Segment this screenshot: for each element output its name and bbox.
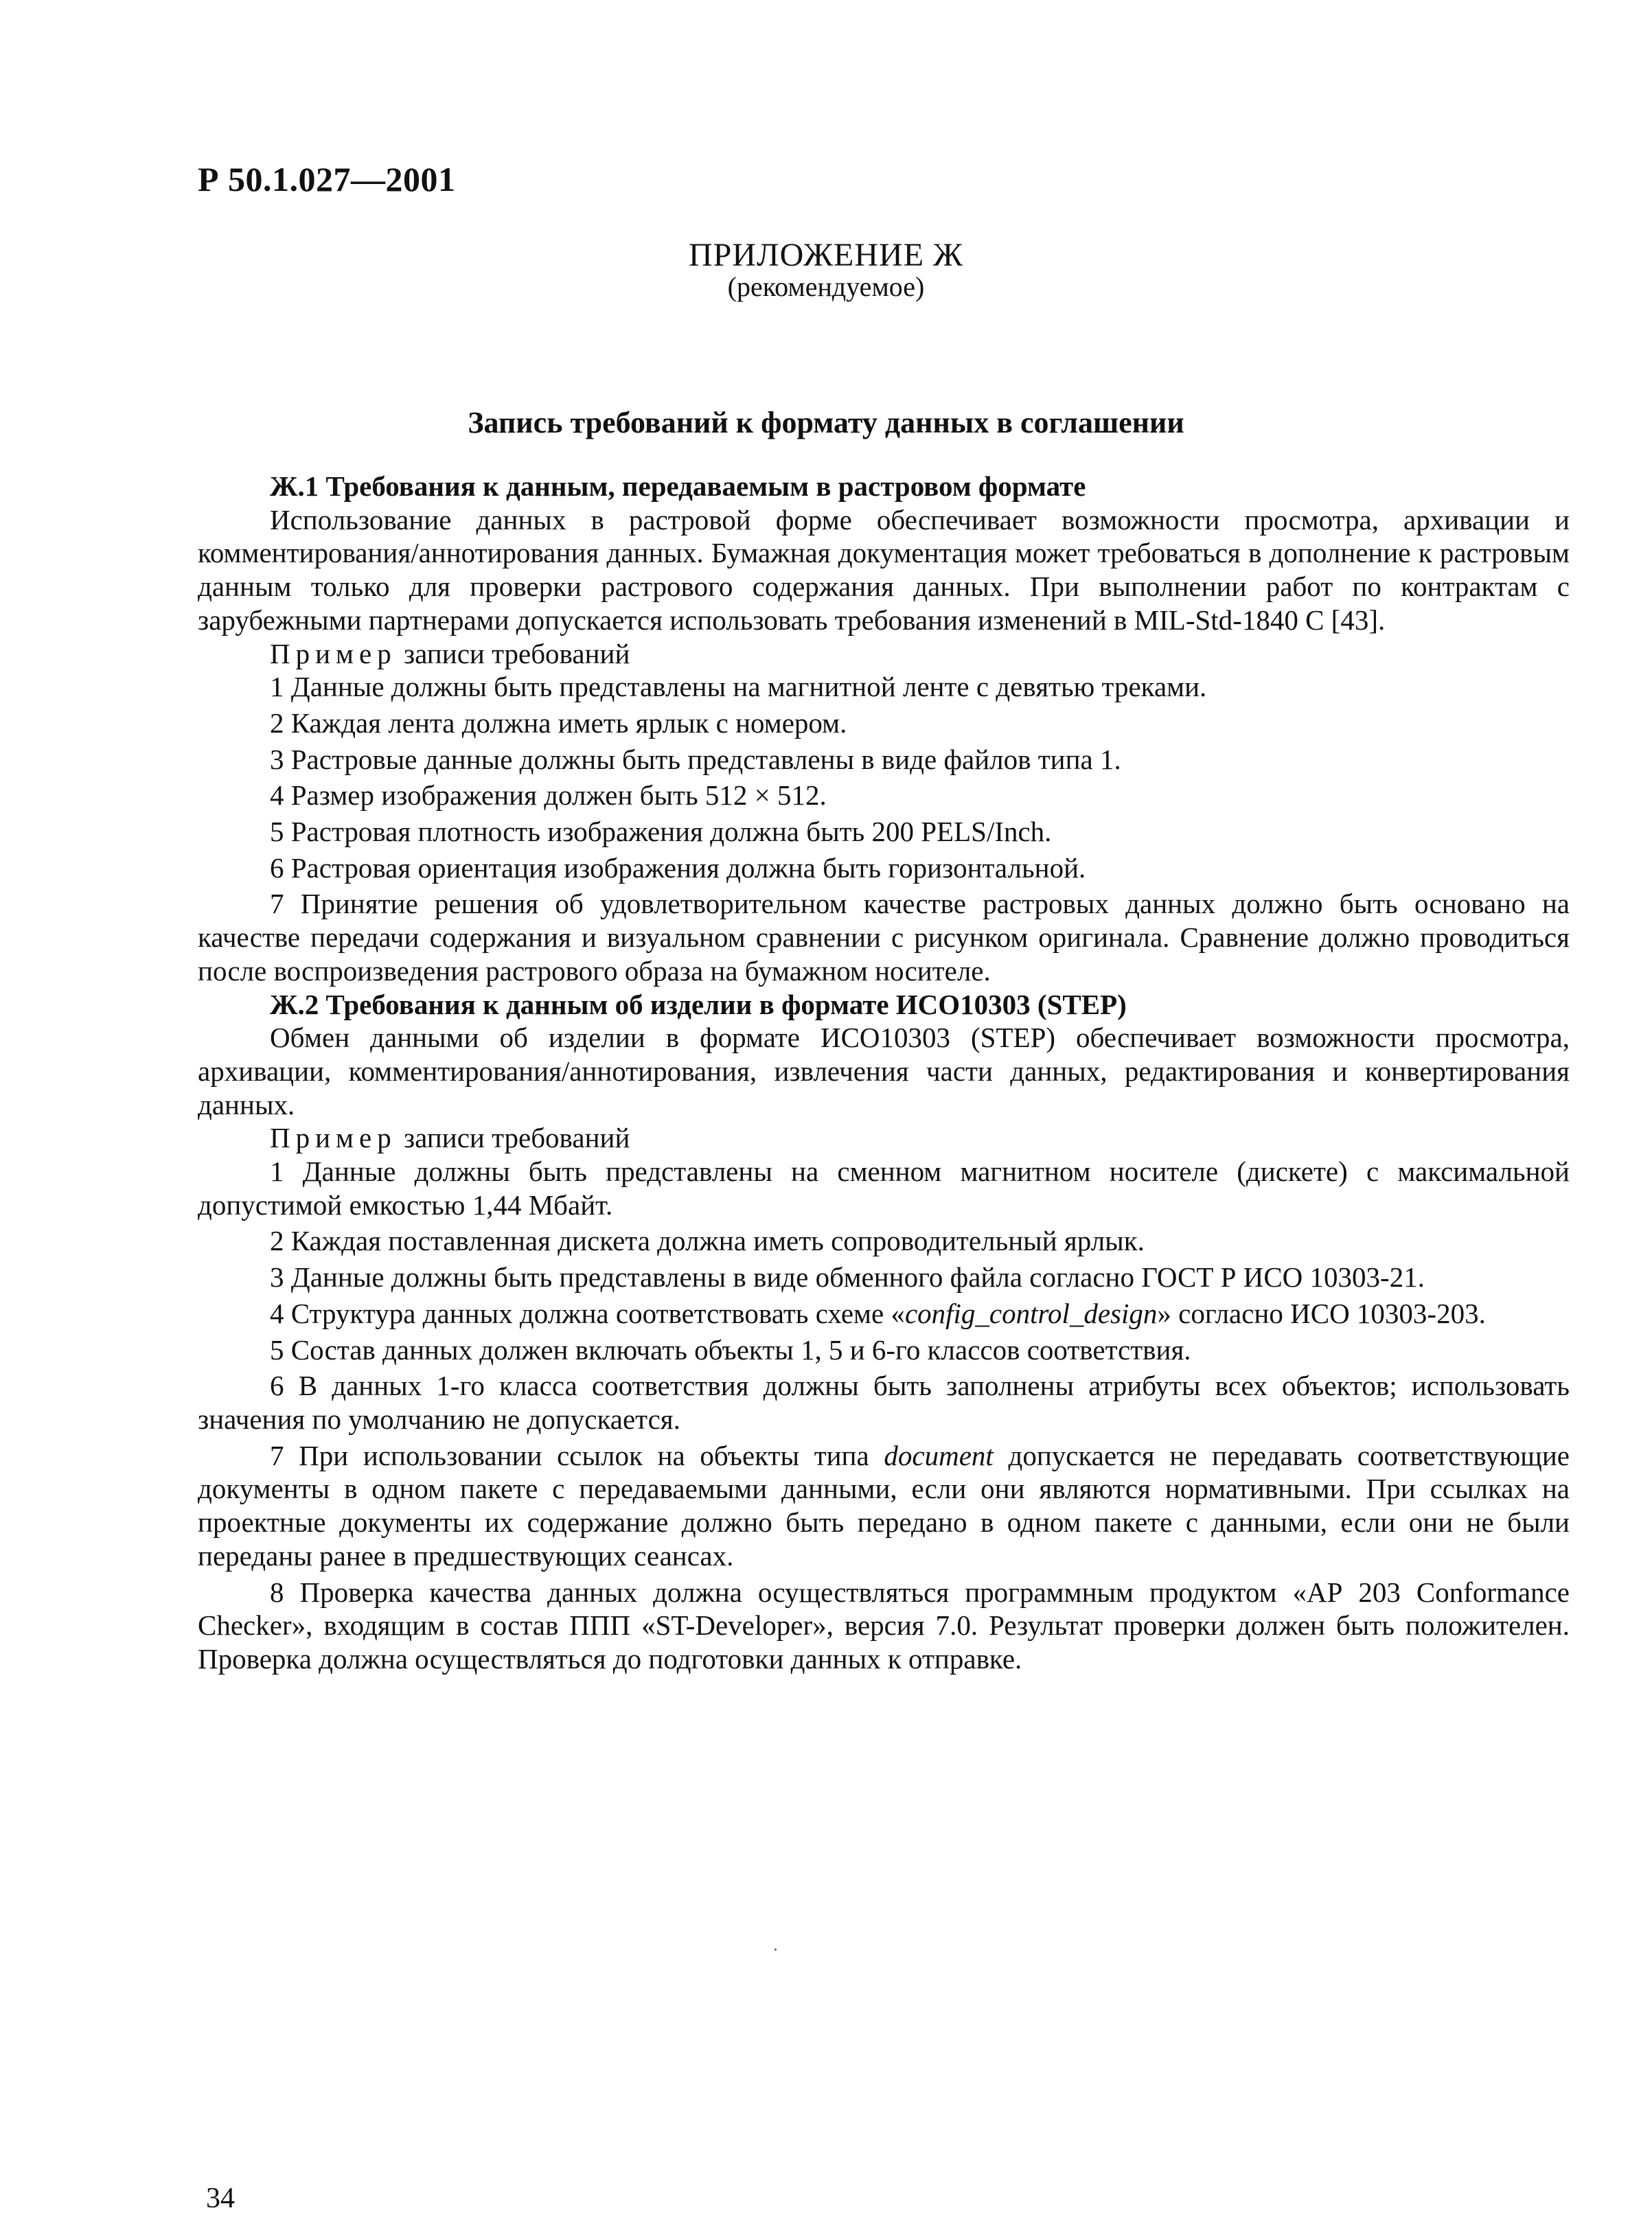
section-2-example-label [198,1121,1570,1155]
section-2-item: 6 В данных 1-го класса соответствия должны быть заполнены атрибуты всех объектов; использовать значения по умолчанию не допускается. [198,1370,1570,1435]
document-code: Р 50.1.027—2001 [198,160,456,198]
section-2-intro: Обмен данными об изделии в формате ИСО10303 (STEP) обеспечивает возможности просмотра, архивации, комментирования/аннотирования, извлечения части данных, редактирования и конвертирования данных. [198,1022,1570,1121]
scan-speck [775,1949,777,1951]
main-title: Запись требований к формату данных в соглашении [468,406,1184,439]
section-1-intro: Использование данных в растровой форме обеспечивает возможности просмотра, архивации и комментирования/аннотирования данных. Бумажная документация может требоваться в дополнение к растровым данным только для проверки растрового содержания данных. При выполнении работ по контрактам с зарубежными партнерами допускается использовать требования изменений в MIL-Std-1840 С [43]. [198,503,1570,636]
section-2-item: 1 Данные должны быть представлены на сменном магнитном носителе (дискете) с максимальной допустимой емкостью 1,44 Мбайт. [198,1156,1570,1221]
appendix-title: ПРИЛОЖЕНИЕ Ж [688,237,964,273]
schema-name: config_control_design [904,1297,1158,1329]
section-2-item: 3 Данные должны быть представлены в виде обменного файла согласно ГОСТ Р ИСО 10303-21. [270,1261,1425,1294]
section-1-example-label [198,637,1570,671]
section-1-item: 5 Растровая плотность изображения должна быть 200 PELS/Inch. [270,816,1052,848]
example-rest: записи требований [396,637,630,669]
section-1-item: 4 Размер изображения должен быть 512 × 512. [270,779,827,812]
section-1-item: 7 Принятие решения об удовлетворительном качестве растровых данных должно быть основано на качестве передачи содержания и визуальном сравнении с рисунком оригинала. Сравнение должно проводиться после воспроизведения растрового образа на бумажном носителе. [198,888,1570,987]
section-1-item: 6 Растровая ориентация изображения должна быть горизонтальной. [270,851,1086,884]
example-rest: записи требований [396,1122,630,1154]
object-type: document [884,1439,994,1471]
section-1-item: 1 Данные должны быть представлены на магнитной ленте с девятью треками. [270,671,1207,703]
page-number: 34 [206,2183,235,2214]
item-text: 7 При использовании ссылок на объекты типа [270,1439,884,1471]
item-text: » согласно ИСО 10303-203. [1157,1297,1486,1329]
section-2-item: 8 Проверка качества данных должна осуществляться программным продуктом «АР 203 Conformance Checker», входящим в состав ППП «ST-Developer», версия 7.0. Результат проверки должен быть положителен. Проверка должна осуществляться до подготовки данных к отправке. [198,1576,1570,1675]
example-word: Пример [270,1122,397,1154]
appendix-subtitle: (рекомендуемое) [727,271,925,302]
section-2-item: 5 Состав данных должен включать объекты 1, 5 и 6-го классов соответствия. [270,1333,1191,1366]
example-word: Пример [270,637,397,669]
section-1-item: 2 Каждая лента должна иметь ярлык с номером. [270,707,847,739]
section-2-heading: Ж.2 Требования к данным об изделии в формате ИСО10303 (STEP) [270,988,1127,1020]
section-1-heading: Ж.1 Требования к данным, передаваемым в растровом формате [270,470,1086,502]
item-text: допускается не передавать соответствующие документы в одном пакете с передаваемыми данными, если они являются нормативными. При ссылках на проектные документы их содержание должно быть передано в одном пакете с данными, если они не были переданы ранее в предшествующих сеансах. [198,1439,1570,1572]
item-text: 4 Структура данных должна соответствовать схеме « [270,1297,905,1329]
document-body [198,470,1570,1676]
section-2-item [198,1297,1570,1331]
section-1-item: 3 Растровые данные должны быть представлены в виде файлов типа 1. [270,743,1121,775]
section-2-item [198,1439,1570,1573]
section-2-item: 2 Каждая поставленная дискета должна иметь сопроводительный ярлык. [270,1225,1145,1257]
